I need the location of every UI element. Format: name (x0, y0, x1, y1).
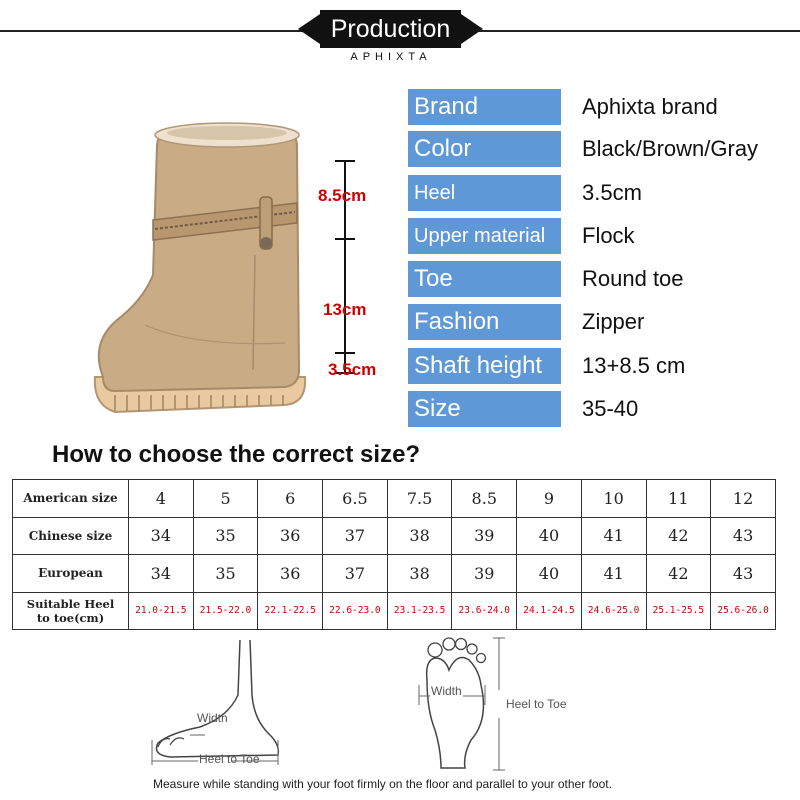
header-title: Production (320, 10, 461, 48)
table-cell: 4 (129, 480, 194, 518)
measure-bottom-label: 3.5cm (328, 360, 377, 379)
spec-row-heel (408, 175, 788, 211)
table-cell: 11 (646, 480, 711, 518)
row-header (13, 592, 129, 630)
spec-row-toe (408, 261, 788, 297)
table-cell: 37 (323, 555, 388, 593)
table-cell: 5 (193, 480, 258, 518)
table-cell: 25.1-25.5 (646, 592, 711, 630)
table-cell: 38 (387, 517, 452, 555)
header-subtitle: APHIXTA (350, 51, 432, 63)
top-width-label: Width (431, 684, 462, 698)
table-row (13, 480, 776, 518)
spec-key: Fashion (408, 304, 561, 340)
table-cell: 43 (711, 517, 776, 555)
spec-value: Round toe (582, 266, 684, 291)
table-cell: 40 (517, 517, 582, 555)
table-cell: 42 (646, 555, 711, 593)
spec-key: Brand (408, 89, 561, 125)
measure-middle-label: 13cm (323, 300, 367, 319)
spec-value: Aphixta brand (582, 94, 718, 119)
boot-illustration (85, 115, 315, 420)
table-cell: 41 (581, 555, 646, 593)
spec-row-brand (408, 89, 788, 125)
table-cell: 25.6-26.0 (711, 592, 776, 630)
row-header: Chinese size (13, 517, 129, 555)
measure-top-label: 8.5cm (318, 186, 367, 205)
spec-key: Toe (408, 261, 561, 297)
table-cell: 24.6-25.0 (581, 592, 646, 630)
table-row (13, 592, 776, 630)
spec-value: Black/Brown/Gray (582, 136, 759, 161)
size-guide-title: How to choose the correct size? (52, 441, 421, 468)
table-cell: 24.1-24.5 (517, 592, 582, 630)
table-cell: 38 (387, 555, 452, 593)
spec-key: Size (408, 391, 561, 427)
side-width-label: Width (197, 711, 228, 725)
spec-value: 13+8.5 cm (582, 353, 686, 378)
table-cell: 8.5 (452, 480, 517, 518)
table-cell: 39 (452, 555, 517, 593)
table-cell: 6 (258, 480, 323, 518)
table-cell: 35 (193, 555, 258, 593)
table-cell: 34 (129, 517, 194, 555)
table-cell: 12 (711, 480, 776, 518)
top-heel-to-toe-label: Heel to Toe (506, 697, 567, 711)
table-cell: 21.0-21.5 (129, 592, 194, 630)
table-cell: 41 (581, 517, 646, 555)
spec-row-color (408, 131, 788, 167)
table-cell: 6.5 (323, 480, 388, 518)
table-cell: 22.1-22.5 (258, 592, 323, 630)
spec-value: Flock (582, 223, 635, 248)
row-header: European (13, 555, 129, 593)
spec-value: Zipper (582, 309, 645, 334)
header-ribbon-tail-right (459, 14, 483, 44)
size-chart-table (12, 479, 776, 630)
table-cell: 36 (258, 555, 323, 593)
spec-row-upper-material (408, 218, 788, 254)
table-cell: 43 (711, 555, 776, 593)
spec-key: Color (408, 131, 561, 167)
header-line-left (0, 30, 305, 32)
spec-row-shaft-height (408, 348, 788, 384)
table-cell: 23.6-24.0 (452, 592, 517, 630)
table-cell: 37 (323, 517, 388, 555)
row-header-line1: Suitable Heel (26, 596, 115, 611)
table-cell: 35 (193, 517, 258, 555)
spec-value: 3.5cm (582, 180, 642, 205)
row-header-line2: to toe(cm) (36, 610, 105, 625)
table-cell: 21.5-22.0 (193, 592, 258, 630)
spec-key: Upper material (408, 218, 561, 254)
spec-value: 35-40 (582, 396, 639, 421)
table-cell: 40 (517, 555, 582, 593)
table-row (13, 517, 776, 555)
table-cell: 22.6-23.0 (323, 592, 388, 630)
spec-key: Shaft height (408, 348, 561, 384)
table-cell: 10 (581, 480, 646, 518)
table-row (13, 555, 776, 593)
measurement-caption: Measure while standing with your foot firmly on the floor and parallel to your other foot. (153, 777, 612, 791)
table-cell: 9 (517, 480, 582, 518)
table-cell: 39 (452, 517, 517, 555)
table-cell: 36 (258, 517, 323, 555)
top-foot-diagram (405, 630, 515, 775)
table-cell: 34 (129, 555, 194, 593)
table-cell: 7.5 (387, 480, 452, 518)
spec-key: Heel (408, 175, 561, 211)
header-ribbon-tail-left (298, 14, 322, 44)
table-cell: 23.1-23.5 (387, 592, 452, 630)
table-cell: 42 (646, 517, 711, 555)
side-heel-to-toe-label: Heel to Toe (199, 752, 260, 766)
spec-row-fashion (408, 304, 788, 340)
row-header: American size (13, 480, 129, 518)
spec-row-size (408, 391, 788, 427)
header-line-right (475, 30, 800, 32)
